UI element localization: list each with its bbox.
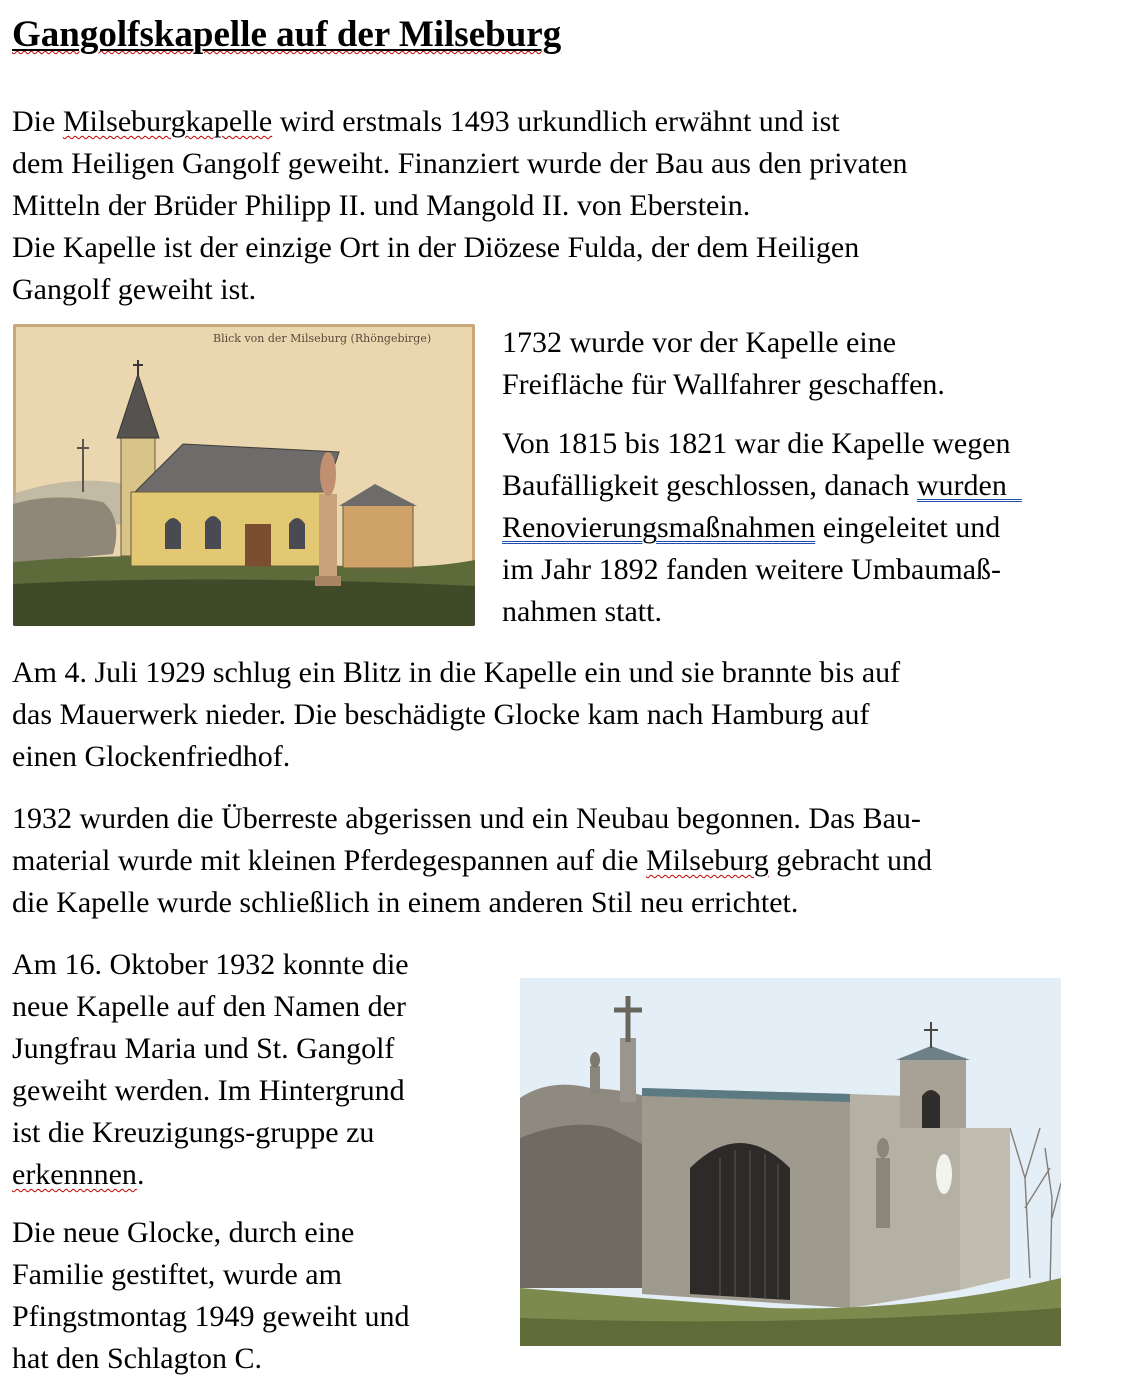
intro-line-5: Gangolf geweiht ist. [12,273,257,306]
p1815-line-4: im Jahr 1892 fanden weitere Umbaumaß- [502,553,1001,586]
spellcheck-word: erkennnen [12,1158,137,1191]
pbell-line-1: Die neue Glocke, durch eine [12,1216,355,1249]
grammar-marked-word: Renovierungsmaßnahmen [502,511,816,544]
text-run: Baufälligkeit geschlossen, danach [502,469,917,502]
p1815-line-3 [502,507,1122,549]
pbell-line-4: hat den Schlagton C. [12,1342,262,1375]
text-run: wird erstmals 1493 urkundlich erwähnt und ist [272,105,840,138]
text-run: gebracht und [768,844,933,877]
intro-line-3: Mitteln der Brüder Philipp II. und Mangold II. von Eberstein. [12,189,751,222]
postcard-caption: Blick von der Milseburg (Rhöngebirge) [213,332,432,345]
spellcheck-word: Milseburgkapelle [62,105,273,138]
paragraph-1932 [12,798,1122,924]
text-run: . [136,1158,145,1191]
paragraph-1732 [502,322,1122,406]
intro-line-2: dem Heiligen Gangolf geweiht. Finanziert wurde der Bau aus den privaten [12,147,908,180]
text-run: material wurde mit kleinen Pferdegespannen auf die [12,844,646,877]
document-title [12,14,561,56]
poct-line-1: Am 16. Oktober 1932 konnte die [12,948,409,981]
p1732-line-2: Freifläche für Wallfahrer geschaffen. [502,368,945,401]
p1815-line-1: Von 1815 bis 1821 war die Kapelle wegen [502,427,1011,460]
chapel-photo [520,978,1061,1346]
paragraph-october-1932 [12,944,512,1196]
paragraph-1929 [12,652,1122,778]
p1932-line-1: 1932 wurden die Überreste abgerissen und ein Neubau begonnen. Das Bau- [12,802,921,835]
title-text: Gangolfskapelle auf der Milseburg [12,14,562,55]
text-run: eingeleitet und [815,511,1001,544]
spellcheck-word: Milseburg [645,844,769,877]
pbell-line-3: Pfingstmontag 1949 geweiht und [12,1300,410,1333]
poct-line-3: Jungfrau Maria und St. Gangolf [12,1032,395,1065]
p1815-line-2 [502,465,1122,507]
intro-line-1 [12,101,1112,143]
pbell-line-2: Familie gestiftet, wurde am [12,1258,342,1291]
chapel-photo-drawing [520,978,1061,1346]
poct-line-5: ist die Kreuzigungs-gruppe zu [12,1116,375,1149]
intro-paragraph [12,101,1112,311]
p1932-line-2 [12,840,1122,882]
paragraph-bell [12,1212,512,1380]
grammar-marked-word: wurden [916,469,1007,502]
text-run: Die [12,105,63,138]
postcard-image [13,324,475,626]
grammar-marked-space [1007,469,1022,502]
p1932-line-3: die Kapelle wurde schließlich in einem anderen Stil neu errichtet. [12,886,799,919]
p1929-line-3: einen Glockenfriedhof. [12,740,291,773]
p1732-line-1: 1732 wurde vor der Kapelle eine [502,326,897,359]
poct-line-4: geweiht werden. Im Hintergrund [12,1074,405,1107]
poct-line-6 [12,1154,512,1196]
p1929-line-2: das Mauerwerk nieder. Die beschädigte Glocke kam nach Hamburg auf [12,698,870,731]
p1929-line-1: Am 4. Juli 1929 schlug ein Blitz in die Kapelle ein und sie brannte bis auf [12,656,901,689]
intro-line-4: Die Kapelle ist der einzige Ort in der Diözese Fulda, der dem Heiligen [12,231,860,264]
paragraph-1815 [502,423,1122,633]
postcard-drawing [13,324,475,626]
p1815-line-5: nahmen statt. [502,595,662,628]
poct-line-2: neue Kapelle auf den Namen der [12,990,406,1023]
